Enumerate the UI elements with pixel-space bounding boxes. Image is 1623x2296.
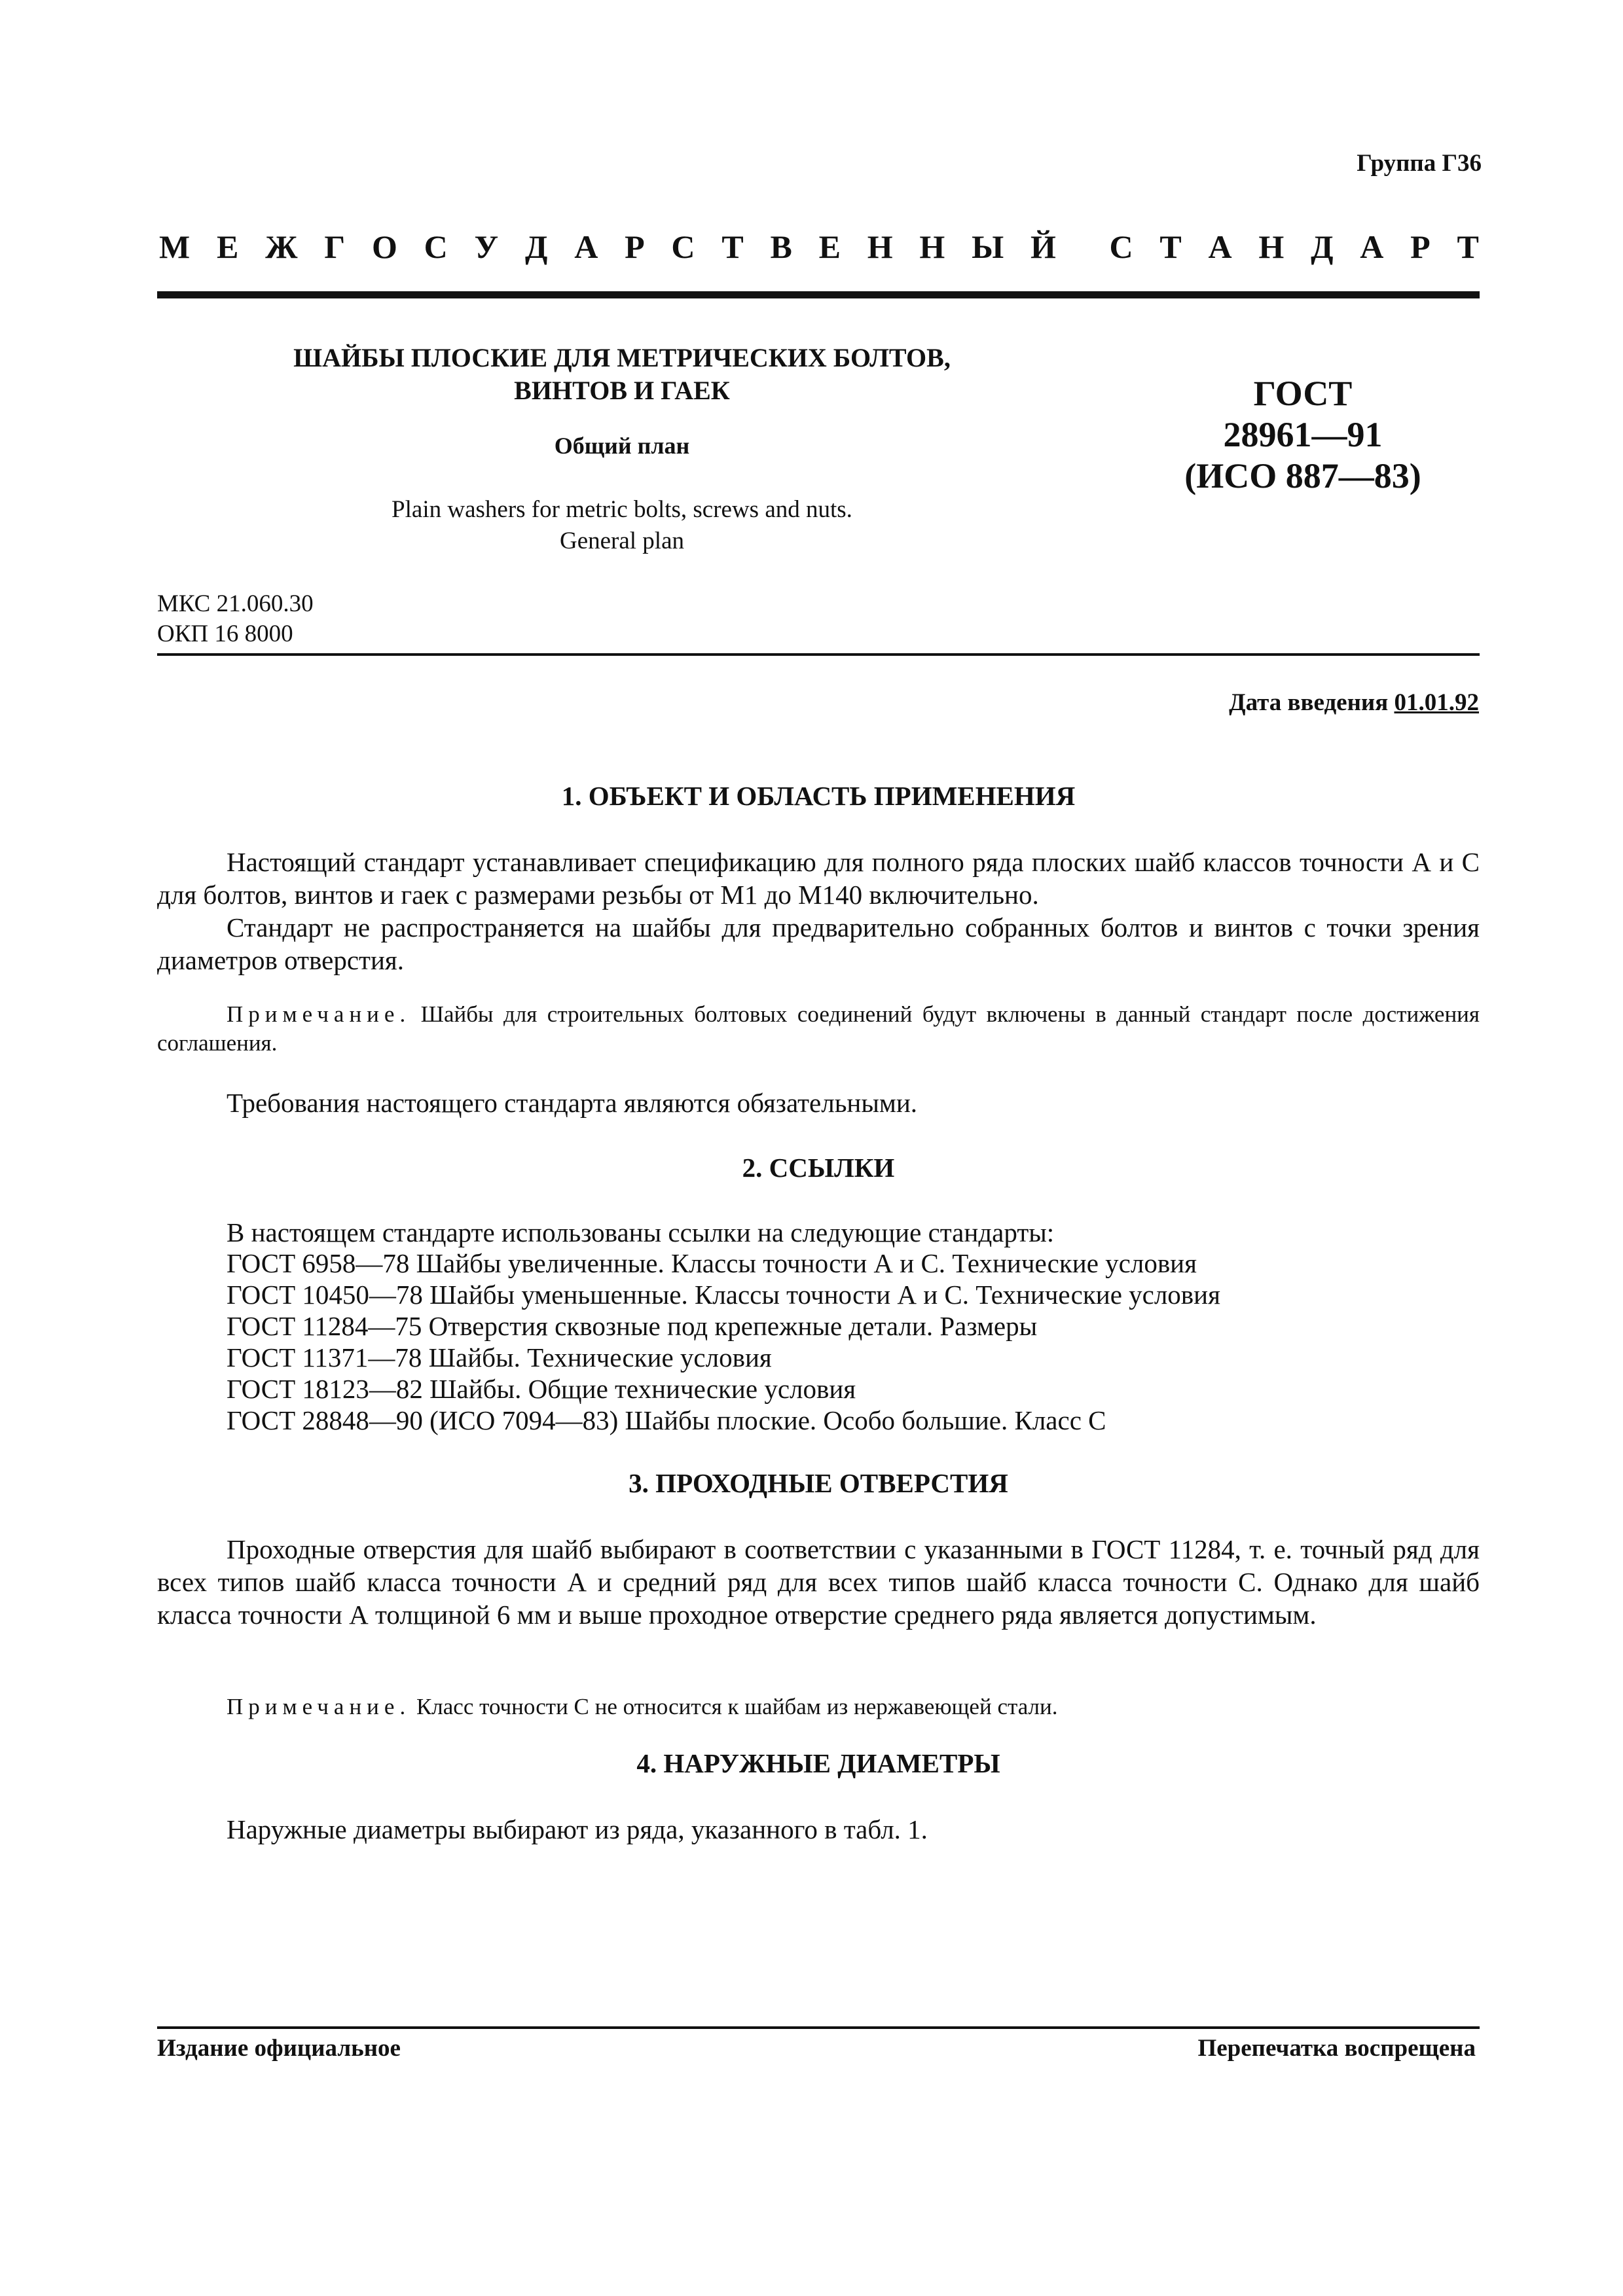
section-1-paragraph-3: Требования настоящего стандарта являются обязательными. bbox=[227, 1088, 918, 1118]
english-title bbox=[196, 494, 1048, 557]
banner-letter: Н bbox=[867, 228, 893, 265]
section-1-paragraph-2: Стандарт не распространяется на шайбы для предварительно собранных болтов и винтов с точки зрения диаметров отверстия. bbox=[157, 912, 1480, 975]
banner-letter: А bbox=[1360, 228, 1384, 265]
section-1-heading: 1. ОБЪЕКТ И ОБЛАСТЬ ПРИМЕНЕНИЯ bbox=[561, 781, 1076, 811]
header-rule bbox=[157, 291, 1480, 298]
note-text: Шайбы для строительных болтовых соединений будут включены в данный стандарт после достижения соглашения. bbox=[157, 1001, 1480, 1056]
banner-letter: М bbox=[159, 228, 191, 265]
list-item: ГОСТ 11371—78 Шайбы. Технические условия bbox=[227, 1342, 772, 1372]
list-item: ГОСТ 6958—78 Шайбы увеличенные. Классы точности А и С. Технические условия bbox=[227, 1248, 1197, 1278]
banner-letter: С bbox=[1109, 228, 1133, 265]
mks-code: МКС 21.060.30 bbox=[157, 590, 314, 617]
banner-letter: С bbox=[424, 228, 448, 265]
group-label: Группа Г36 bbox=[1357, 150, 1482, 177]
okp-code: ОКП 16 8000 bbox=[157, 620, 293, 647]
reprint-prohibited-label: Перепечатка воспрещена bbox=[1197, 2035, 1476, 2062]
reference-list bbox=[227, 1247, 1470, 1436]
banner-letter: Ы bbox=[972, 228, 1004, 265]
banner-letter: Т bbox=[721, 228, 744, 265]
classification-codes bbox=[157, 589, 314, 649]
footer-rule bbox=[157, 2026, 1480, 2029]
list-item: ГОСТ 18123—82 Шайбы. Общие технические условия bbox=[227, 1374, 856, 1404]
list-item: ГОСТ 10450—78 Шайбы уменьшенные. Классы точности А и С. Технические условия bbox=[227, 1280, 1220, 1310]
banner-letter: Е bbox=[818, 228, 841, 265]
document-title bbox=[196, 342, 1048, 407]
banner-letter: О bbox=[371, 228, 397, 265]
section-3-note bbox=[157, 1693, 1480, 1721]
section-1-note bbox=[157, 1000, 1480, 1058]
banner-letter: Т bbox=[1159, 228, 1182, 265]
banner-letter: Д bbox=[525, 228, 548, 265]
official-edition-label: Издание официальное bbox=[157, 2035, 401, 2062]
note-label: Примечание. bbox=[227, 1694, 411, 1719]
gost-line-3: (ИСО 887—83) bbox=[1184, 456, 1421, 495]
banner-letter: Р bbox=[1410, 228, 1431, 265]
title-line-2: ВИНТОВ И ГАЕК bbox=[514, 376, 730, 405]
banner-letter: А bbox=[1208, 228, 1232, 265]
english-title-line-2: General plan bbox=[559, 528, 685, 554]
section-1-paragraph-1: Настоящий стандарт устанавливает спецификацию для полного ряда плоских шайб классов точности А и С для болтов, винтов и гаек с размерами резьбы от М1 до М140 включительно. bbox=[157, 847, 1480, 910]
note-label: Примечание. bbox=[227, 1001, 411, 1027]
section-4-paragraph-1: Наружные диаметры выбирают из ряда, указанного в табл. 1. bbox=[227, 1814, 928, 1844]
banner-letter: У bbox=[474, 228, 499, 265]
section-4-heading: 4. НАРУЖНЫЕ ДИАМЕТРЫ bbox=[636, 1748, 1000, 1778]
intro-date-value: 01.01.92 bbox=[1394, 689, 1479, 716]
interstate-standard-banner bbox=[159, 228, 1479, 266]
section-3-heading: 3. ПРОХОДНЫЕ ОТВЕРСТИЯ bbox=[629, 1468, 1008, 1498]
intro-date-label: Дата введения bbox=[1229, 689, 1389, 716]
section-3-paragraph-1: Проходные отверстия для шайб выбирают в соответствии с указанными в ГОСТ 11284, т. е. точный ряд для всех типов шайб класса точности А и средний ряд для всех типов шайб класса точности С. Однако для шайб класса точности А толщиной 6 мм и выше проходное отверстие среднего ряда является допустимым. bbox=[157, 1534, 1480, 1630]
banner-letter: А bbox=[574, 228, 598, 265]
banner-letter: Р bbox=[625, 228, 645, 265]
english-title-line-1: Plain washers for metric bolts, screws and nuts. bbox=[392, 496, 852, 523]
title-line-1: ШАЙБЫ ПЛОСКИЕ ДЛЯ МЕТРИЧЕСКИХ БОЛТОВ, bbox=[293, 343, 951, 372]
banner-letter: В bbox=[770, 228, 792, 265]
list-item: ГОСТ 11284—75 Отверстия сквозные под крепежные детали. Размеры bbox=[227, 1311, 1038, 1341]
document-subtitle: Общий план bbox=[554, 433, 690, 459]
banner-letter: Е bbox=[216, 228, 239, 265]
banner-letter: Н bbox=[919, 228, 945, 265]
introduction-date bbox=[1229, 689, 1479, 717]
codes-rule bbox=[157, 653, 1480, 656]
banner-letter: Ж bbox=[265, 228, 298, 265]
list-item: ГОСТ 28848—90 (ИСО 7094—83) Шайбы плоские. Особо большие. Класс С bbox=[227, 1405, 1106, 1435]
banner-letter: Т bbox=[1457, 228, 1479, 265]
banner-letter: Д bbox=[1311, 228, 1334, 265]
section-2-intro: В настоящем стандарте использованы ссылки на следующие стандарты: bbox=[227, 1217, 1055, 1247]
section-2-heading: 2. ССЫЛКИ bbox=[742, 1153, 895, 1183]
banner-letter: Н bbox=[1258, 228, 1285, 265]
gost-line-2: 28961—91 bbox=[1223, 415, 1383, 454]
gost-line-1: ГОСТ bbox=[1253, 374, 1353, 413]
banner-letter: С bbox=[671, 228, 695, 265]
note-text: Класс точности С не относится к шайбам из нержавеющей стали. bbox=[416, 1694, 1058, 1719]
banner-letter: Г bbox=[324, 228, 346, 265]
gost-designation bbox=[1106, 373, 1499, 497]
banner-letter: Й bbox=[1030, 228, 1056, 265]
